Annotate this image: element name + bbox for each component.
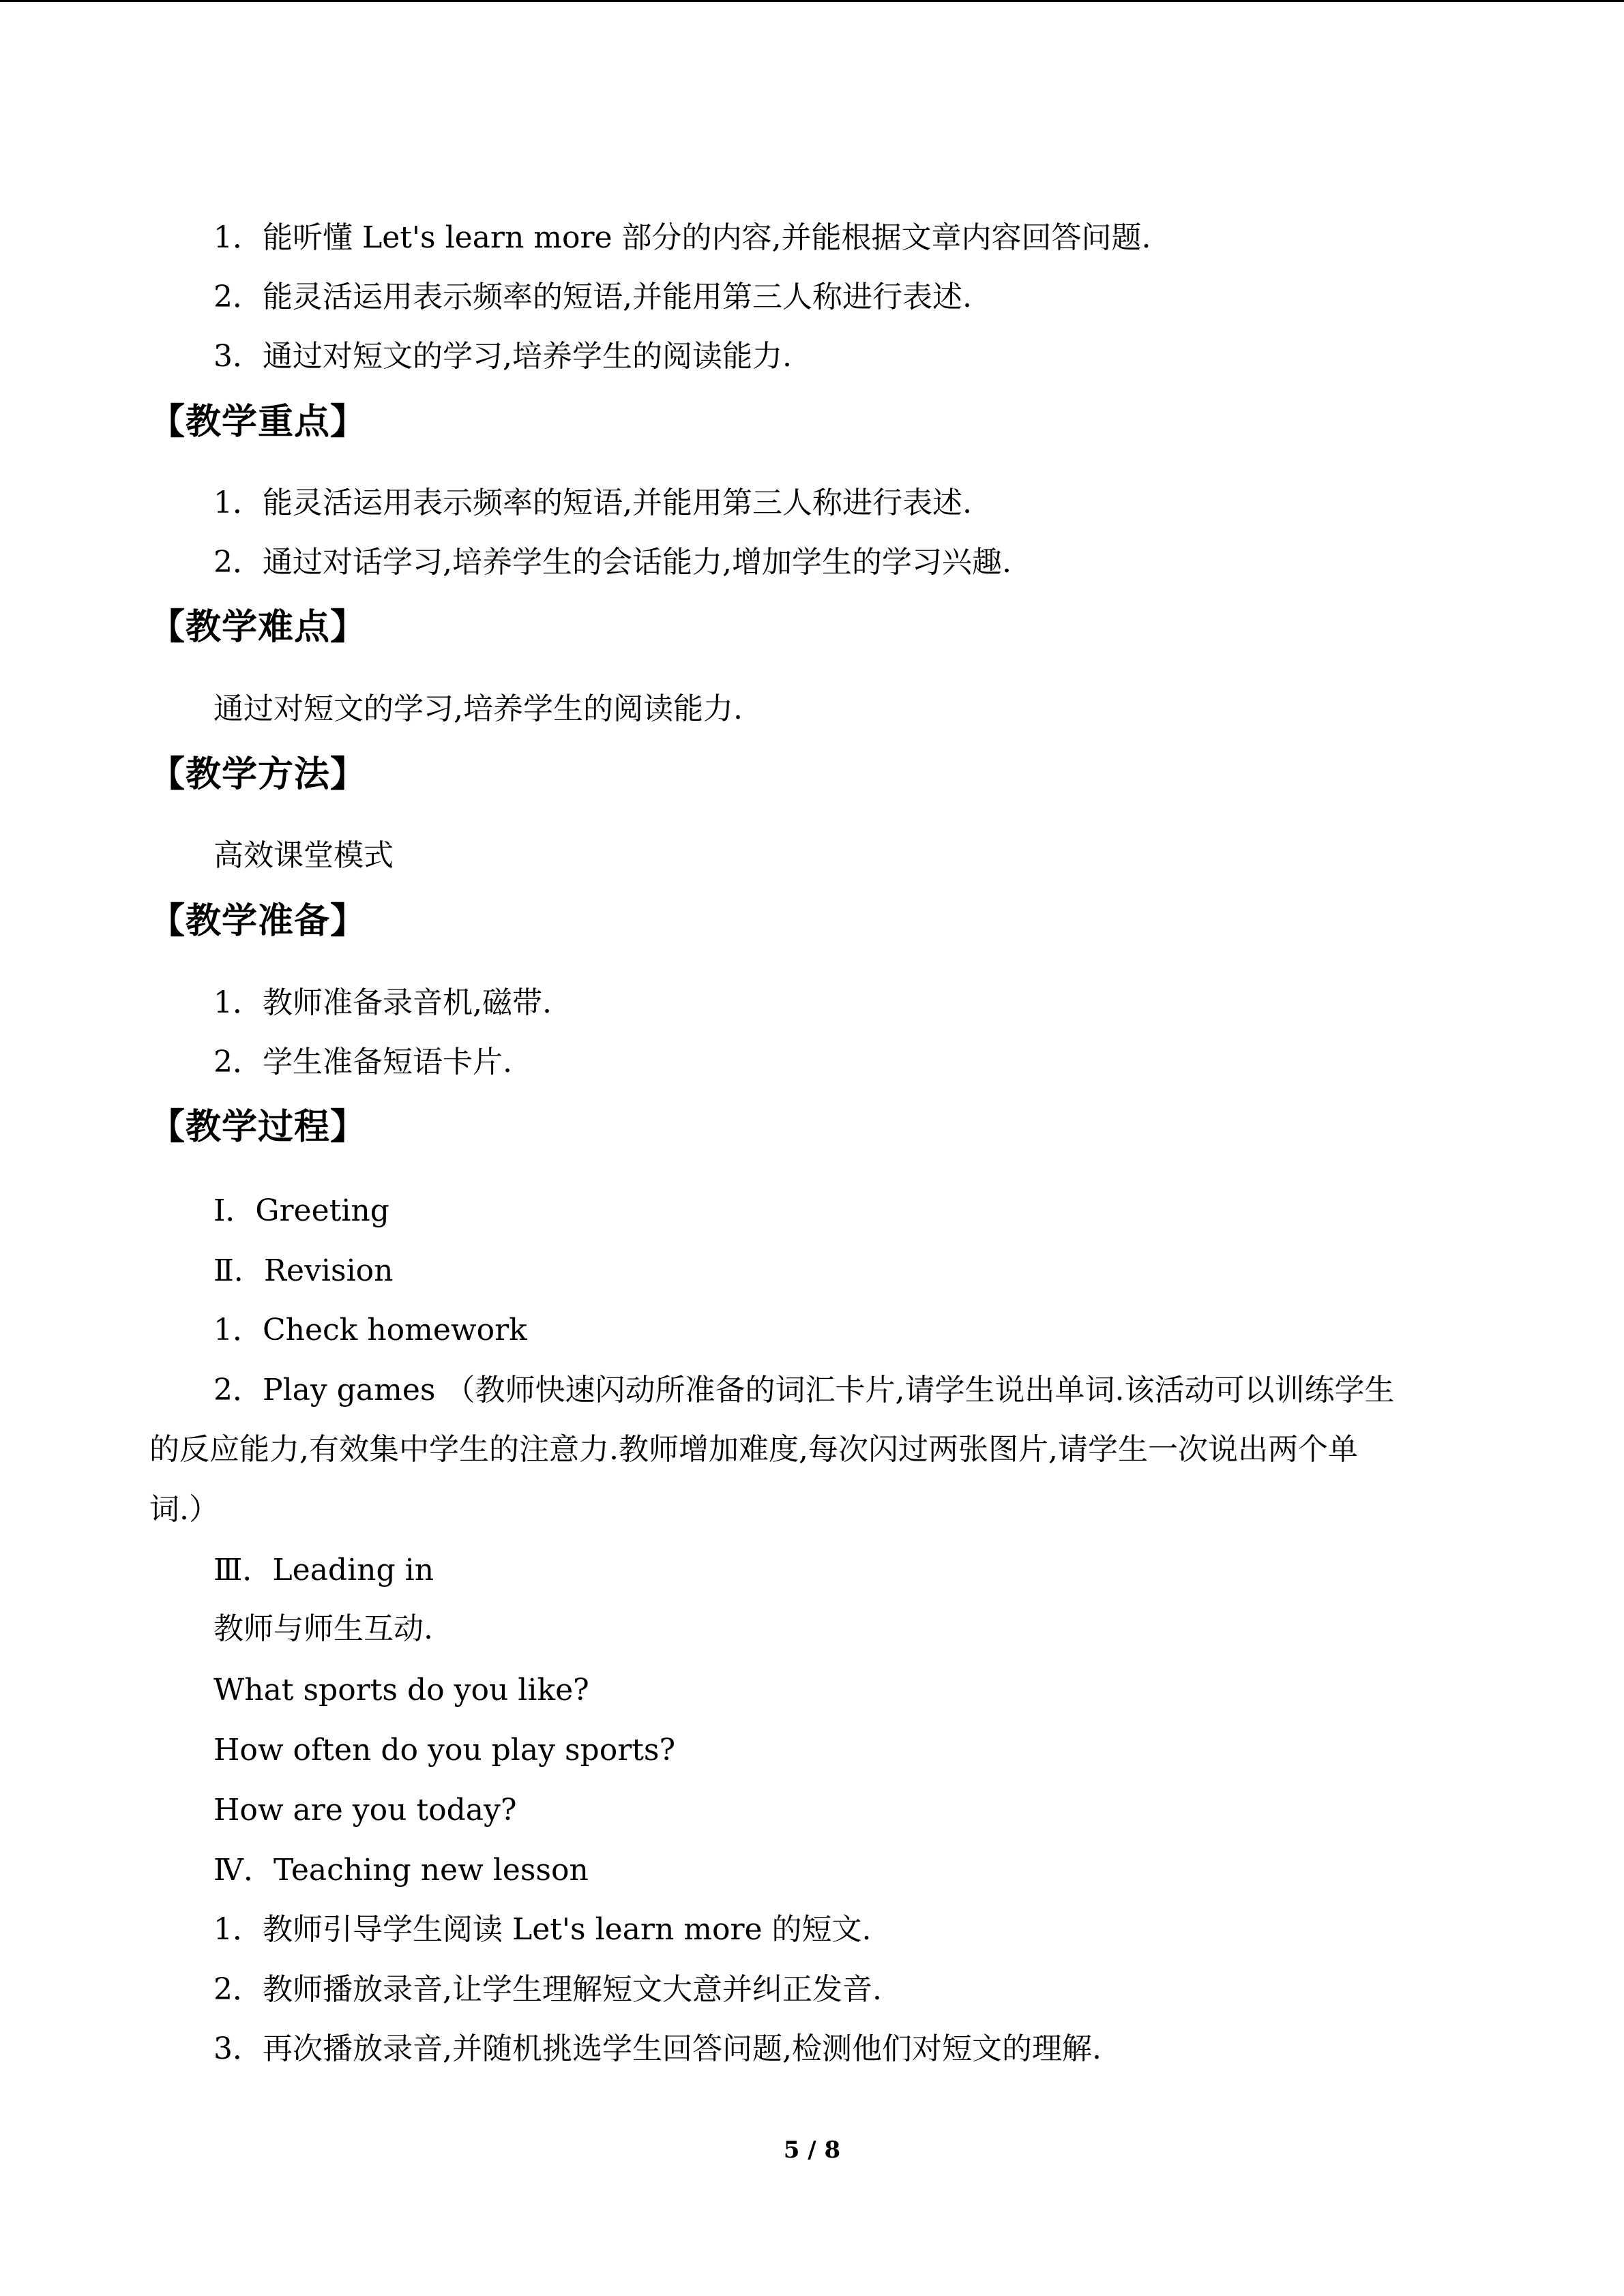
- teaching-item: 2．教师播放录音,让学生理解短文大意并纠正发音.: [213, 1972, 882, 2007]
- leading-item: 教师与师生互动.: [213, 1611, 433, 1646]
- section-heading-process: 【教学过程】: [149, 1107, 367, 1148]
- objective-item: 2．能灵活运用表示频率的短语,并能用第三人称进行表述.: [213, 280, 972, 314]
- revision-item-games: 2．Play games （教师快速闪动所准备的词汇卡片,请学生说出单词.该活动可以训练学生: [213, 1373, 1395, 1407]
- section-heading-difficulties: 【教学难点】: [149, 607, 367, 648]
- objective-item: 1．能听懂 Let's learn more 部分的内容,并能根据文章内容回答问题.: [213, 220, 1151, 255]
- preparation-item: 1．教师准备录音机,磁带.: [213, 985, 552, 1020]
- section-heading-preparation: 【教学准备】: [149, 901, 367, 942]
- difficulty-text: 通过对短文的学习,培养学生的阅读能力.: [213, 691, 743, 726]
- method-text: 高效课堂模式: [213, 838, 394, 873]
- leading-item: What sports do you like?: [213, 1673, 589, 1708]
- key-point-item: 2．通过对话学习,培养学生的会话能力,增加学生的学习兴趣.: [213, 545, 1012, 580]
- process-step-greeting: Ⅰ．Greeting: [213, 1193, 389, 1228]
- teaching-item: 3．再次播放录音,并随机挑选学生回答问题,检测他们对短文的理解.: [213, 2031, 1102, 2066]
- page-number: 5 / 8: [783, 2136, 841, 2164]
- revision-item-games-continued: 的反应能力,有效集中学生的注意力.教师增加难度,每次闪过两张图片,请学生一次说出两个单: [149, 1432, 1358, 1467]
- process-step-leading-in: Ⅲ．Leading in: [213, 1553, 434, 1587]
- section-heading-key-points: 【教学重点】: [149, 402, 367, 443]
- leading-item: How are you today?: [213, 1793, 517, 1828]
- teaching-item: 1．教师引导学生阅读 Let's learn more 的短文.: [213, 1912, 872, 1947]
- leading-item: How often do you play sports?: [213, 1733, 676, 1768]
- process-step-revision: Ⅱ．Revision: [213, 1253, 394, 1288]
- preparation-item: 2．学生准备短语卡片.: [213, 1045, 512, 1079]
- section-heading-methods: 【教学方法】: [149, 754, 367, 795]
- revision-item-games-continued: 词.）: [149, 1492, 219, 1527]
- revision-item-check: 1．Check homework: [213, 1313, 527, 1347]
- key-point-item: 1．能灵活运用表示频率的短语,并能用第三人称进行表述.: [213, 486, 972, 520]
- process-step-teaching: Ⅳ．Teaching new lesson: [213, 1853, 589, 1888]
- objective-item: 3．通过对短文的学习,培养学生的阅读能力.: [213, 339, 792, 374]
